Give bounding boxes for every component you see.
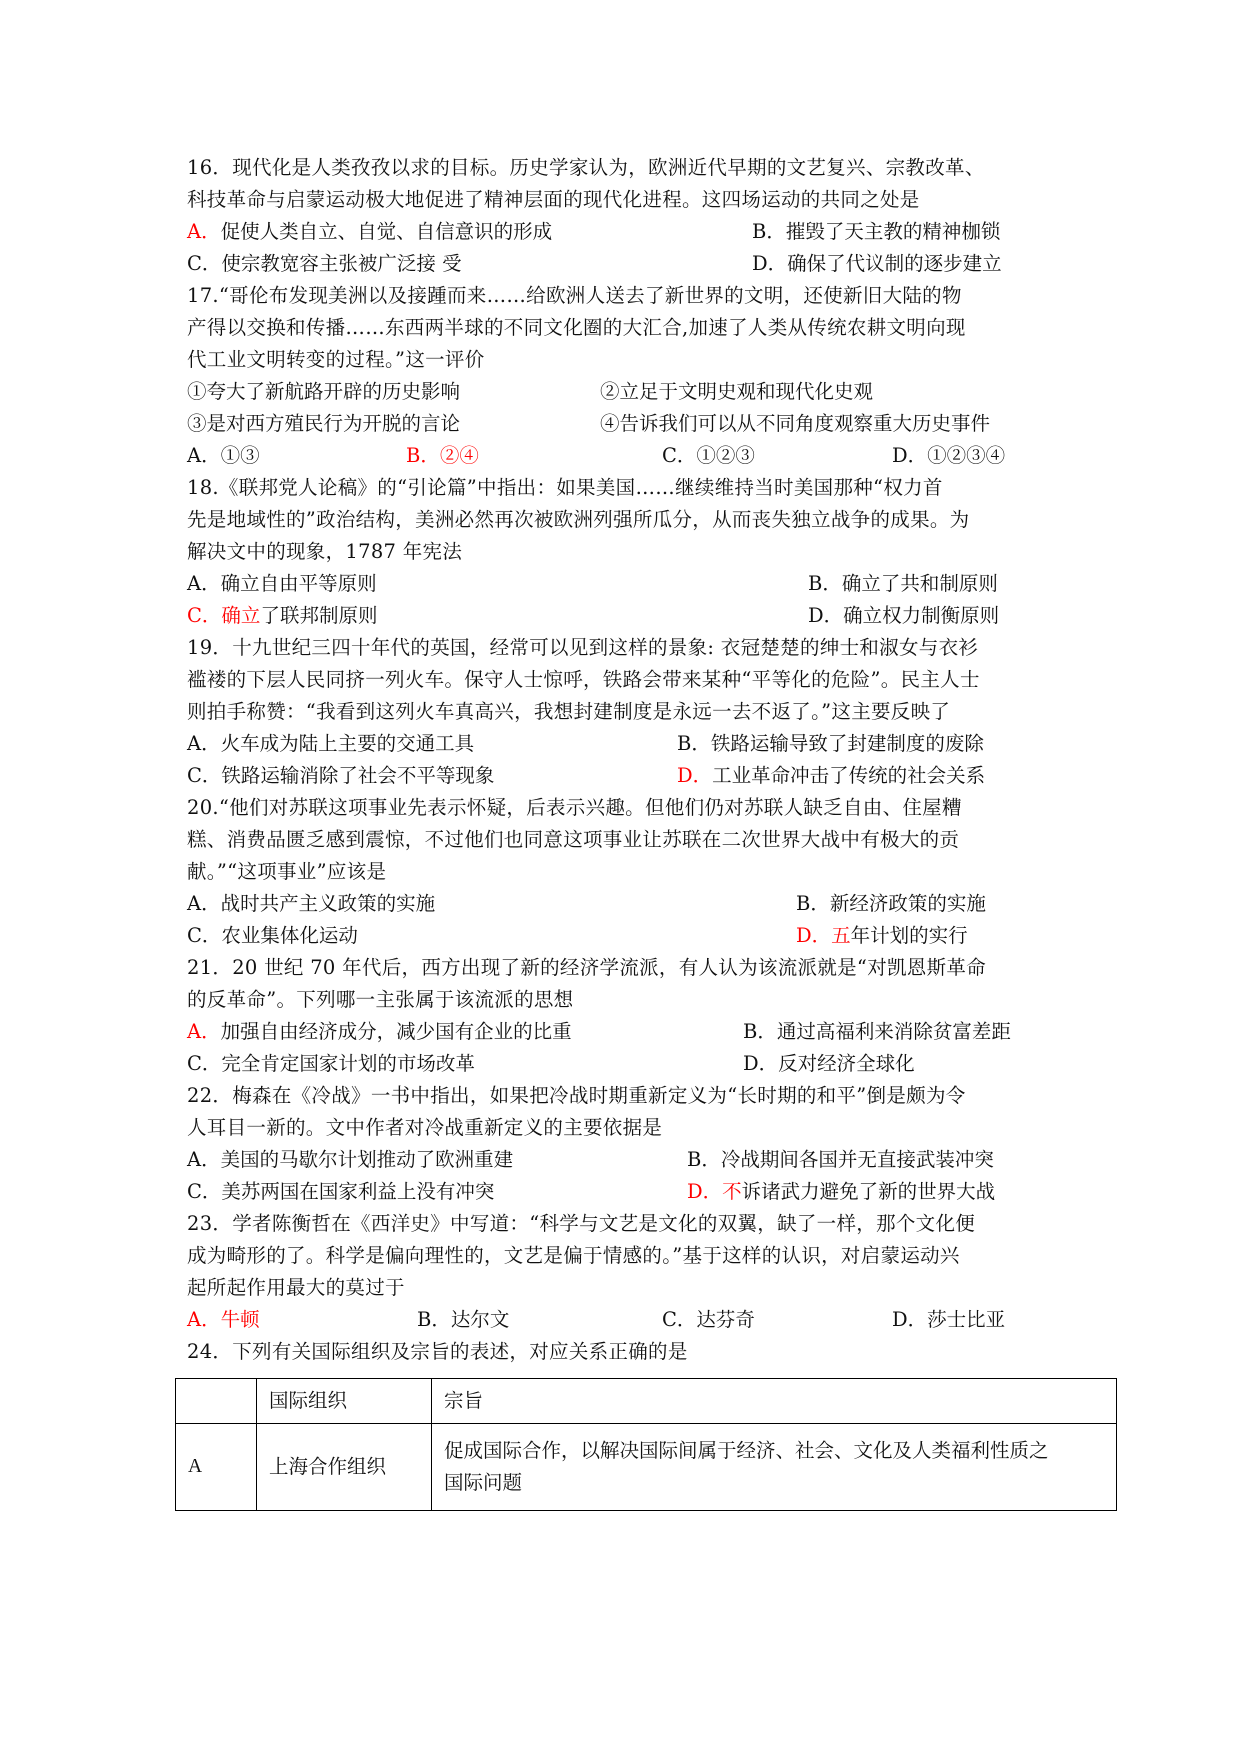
q20-option-c [187,920,358,952]
q18-stem-line-3: 解决文中的现象，1787 年宪法 [187,540,463,563]
q21-stem-line-1: 21．20 世纪 70 年代后，西方出现了新的经济学流派，有人认为该流派就是“对凯恩斯革命 [187,956,987,979]
q16-option-c-label: C． [187,252,222,275]
q21-option-a-text: 加强自由经济成分，减少国有企业的比重 [220,1020,572,1043]
q18-option-a-text: 确立自由平等原则 [220,572,377,595]
q20-option-d-text-highlight: 五 [831,924,851,947]
q18-stem-line-1: 18.《联邦党人论稿》的“引论篇”中指出：如果美国……继续维持当时美国那种“权力首 [187,476,943,499]
q24-row-purpose [432,1424,1117,1511]
q18-option-a-label: A． [187,572,221,595]
q18-option-c-label: C． [187,604,222,627]
q20-option-d-label: D． [796,924,832,947]
q20-option-d [796,920,968,952]
q19-stem-line-2: 褴褛的下层人民同挤一列火车。保守人士惊呼，铁路会带来某种“平等化的危险”。民主人士 [187,668,980,691]
q20-option-a-text: 战时共产主义政策的实施 [220,892,436,915]
q20-option-c-label: C． [187,924,222,947]
q18-option-c-text-highlight: 确立 [221,604,261,627]
q22-option-b [687,1144,994,1176]
q22-option-a [187,1144,513,1176]
q21-option-b-label: B． [743,1020,777,1043]
q23-option-c-label: C． [662,1308,697,1331]
q16-option-a [187,216,552,248]
q21-stem-line-2: 的反革命”。下列哪一主张属于该流派的思想 [187,988,574,1011]
q22-stem-line-2: 人耳目一新的。文中作者对冷战重新定义的主要依据是 [187,1116,663,1139]
q22-option-d-text-highlight: 不 [722,1180,742,1203]
q16-stem-line-2: 科技革命与启蒙运动极大地促进了精神层面的现代化进程。这四场运动的共同之处是 [187,188,920,211]
q19-option-a-text: 火车成为陆上主要的交通工具 [220,732,475,755]
q23-option-c [662,1304,755,1336]
q19-option-a [187,728,474,760]
q18-option-c-text: 了联邦制原则 [260,604,378,627]
q17-statement-1: ①夸大了新航路开辟的历史影响 [187,380,461,403]
q16-option-b [752,216,1000,248]
q23-stem-line-3: 起所起作用最大的莫过于 [187,1276,405,1299]
q22-option-d [687,1176,995,1208]
q17-option-d [892,440,1005,472]
q18-option-b-text: 确立了共和制原则 [841,572,998,595]
q17-option-c-text: ①②③ [696,444,755,467]
q24-header-option [176,1379,257,1424]
q16-option-a-label: A． [187,220,221,243]
q22-option-c [187,1176,494,1208]
q18-option-b [808,568,998,600]
q22-option-a-label: A． [187,1148,221,1171]
q19-option-b-label: B． [677,732,711,755]
q23-option-d-text: 莎士比亚 [927,1308,1006,1331]
q17-option-a [187,440,260,472]
q18-option-a [187,568,377,600]
q17-option-c-label: C． [662,444,697,467]
q18-option-c [187,600,377,632]
q21-option-b [743,1016,1011,1048]
q24-table [175,1378,1117,1511]
q22-option-b-label: B． [687,1148,721,1171]
q17-option-d-text: ①②③④ [927,444,1006,467]
q22-stem-line-1: 22．梅森在《冷战》一书中指出，如果把冷战时期重新定义为“长时期的和平”倒是颇为令 [187,1084,966,1107]
q23-option-b-label: B． [417,1308,451,1331]
q20-stem-line-3: 献。”“这项事业”应该是 [187,860,387,883]
q22-option-c-text: 美苏两国在国家利益上没有冲突 [221,1180,495,1203]
q21-option-d [743,1048,915,1080]
q17-option-b [406,440,479,472]
q16-option-d-text: 确保了代议制的逐步建立 [787,252,1002,275]
q22-option-c-label: C． [187,1180,222,1203]
q20-option-a [187,888,435,920]
q22-option-d-label: D． [687,1180,723,1203]
q19-option-a-label: A． [187,732,221,755]
q16-option-c [187,248,462,280]
q24-row-option: A [176,1424,257,1511]
q23-option-a-label: A． [187,1308,221,1331]
q21-option-a [187,1016,572,1048]
q23-option-b [417,1304,509,1336]
q19-option-c-text: 铁路运输消除了社会不平等现象 [221,764,495,787]
q18-stem-line-2: 先是地域性的”政治结构，美洲必然再次被欧洲列强所瓜分，从而丧失独立战争的成果。为 [187,508,970,531]
q21-option-c [187,1048,475,1080]
q22-option-a-text: 美国的马歇尔计划推动了欧洲重建 [220,1148,514,1171]
q17-option-c [662,440,755,472]
q20-stem-line-2: 糕、消费品匮乏感到震惊，不过他们也同意这项事业让苏联在二次世界大战中有极大的贡 [187,828,960,851]
q17-option-b-text: ②④ [439,444,479,467]
q19-option-d [677,760,985,792]
q19-option-b [677,728,984,760]
q23-option-c-text: 达芬奇 [696,1308,755,1331]
q20-option-a-label: A． [187,892,221,915]
q21-option-a-label: A． [187,1020,221,1043]
q16-option-b-text: 摧毁了天主教的精神枷锁 [785,220,1001,243]
q19-option-d-label: D． [677,764,713,787]
q20-option-d-text: 年计划的实行 [850,924,968,947]
q17-statement-4: ④告诉我们可以从不同角度观察重大历史事件 [600,412,991,435]
q16-option-b-label: B． [752,220,786,243]
q17-option-b-label: B． [406,444,440,467]
table-row [176,1424,1117,1511]
q21-option-c-label: C． [187,1052,222,1075]
q16-stem-line-1: 16．现代化是人类孜孜以求的目标。历史学家认为，欧洲近代早期的文艺复兴、宗教改革、 [187,156,985,179]
q19-option-d-text: 工业革命冲击了传统的社会关系 [712,764,986,787]
q23-option-d-label: D． [892,1308,928,1331]
q18-option-d-text: 确立权力制衡原则 [843,604,1000,627]
q21-option-d-text: 反对经济全球化 [778,1052,915,1075]
q19-option-c-label: C． [187,764,222,787]
q23-stem-line-2: 成为畸形的了。科学是偏向理性的，文艺是偏于情感的。”基于这样的认识，对启蒙运动兴 [187,1244,960,1267]
q17-statement-2: ②立足于文明史观和现代化史观 [600,380,874,403]
q23-stem-line-1: 23．学者陈衡哲在《西洋史》中写道：“科学与文艺是文化的双翼，缺了一样，那个文化便 [187,1212,976,1235]
q16-option-c-text: 使宗教宽容主张被广泛接 受 [221,252,462,275]
q24-row-purpose-line-1: 促成国际合作，以解决国际间属于经济、社会、文化及人类福利性质之 [444,1439,1049,1462]
q17-option-a-text: ①③ [220,444,260,467]
q21-option-d-label: D． [743,1052,779,1075]
q24-row-purpose-line-2: 国际问题 [444,1471,523,1494]
q23-option-a [187,1304,260,1336]
q20-option-c-text: 农业集体化运动 [221,924,358,947]
q21-option-b-text: 通过高福利来消除贫富差距 [776,1020,1011,1043]
q17-stem-line-1: 17.“哥伦布发现美洲以及接踵而来……给欧洲人送去了新世界的文明，还使新旧大陆的物 [187,284,962,307]
q19-option-c [187,760,494,792]
q24-header-purpose: 宗旨 [432,1379,1117,1424]
q24-table-header-row [176,1379,1117,1424]
q20-option-b [796,888,986,920]
q22-option-d-text: 诉诸武力避免了新的世界大战 [741,1180,996,1203]
q23-option-a-text: 牛顿 [220,1308,260,1331]
q19-option-b-text: 铁路运输导致了封建制度的废除 [710,732,984,755]
q17-stem-line-2: 产得以交换和传播……东西两半球的不同文化圈的大汇合,加速了人类从传统农耕文明向现 [187,316,966,339]
q17-statement-3: ③是对西方殖民行为开脱的言论 [187,412,461,435]
q22-option-b-text: 冷战期间各国并无直接武装冲突 [720,1148,994,1171]
q24-row-organization: 上海合作组织 [257,1424,432,1511]
q19-stem-line-3: 则拍手称赞：“我看到这列火车真高兴，我想封建制度是永远一去不返了。”这主要反映了 [187,700,951,723]
q21-option-c-text: 完全肯定国家计划的市场改革 [221,1052,475,1075]
q18-option-d [808,600,999,632]
q20-option-b-text: 新经济政策的实施 [829,892,986,915]
q18-option-d-label: D． [808,604,844,627]
q16-option-a-text: 促使人类自立、自觉、自信意识的形成 [220,220,553,243]
q16-option-d-label: D． [752,252,788,275]
q18-option-b-label: B． [808,572,842,595]
q17-stem-line-3: 代工业文明转变的过程。”这一评价 [187,348,485,371]
q20-stem-line-1: 20.“他们对苏联这项事业先表示怀疑，后表示兴趣。但他们仍对苏联人缺乏自由、住屋糟 [187,796,962,819]
q23-option-d [892,1304,1005,1336]
q17-option-a-label: A． [187,444,221,467]
q24-header-organization: 国际组织 [257,1379,432,1424]
q23-option-b-text: 达尔文 [450,1308,510,1331]
q24-stem-line-1: 24．下列有关国际组织及宗旨的表述，对应关系正确的是 [187,1340,688,1363]
q16-option-d [752,248,1002,280]
q20-option-b-label: B． [796,892,830,915]
q17-option-d-label: D． [892,444,928,467]
q19-stem-line-1: 19．十九世纪三四十年代的英国，经常可以见到这样的景象: 衣冠楚楚的绅士和淑女与衣衫 [187,636,979,659]
